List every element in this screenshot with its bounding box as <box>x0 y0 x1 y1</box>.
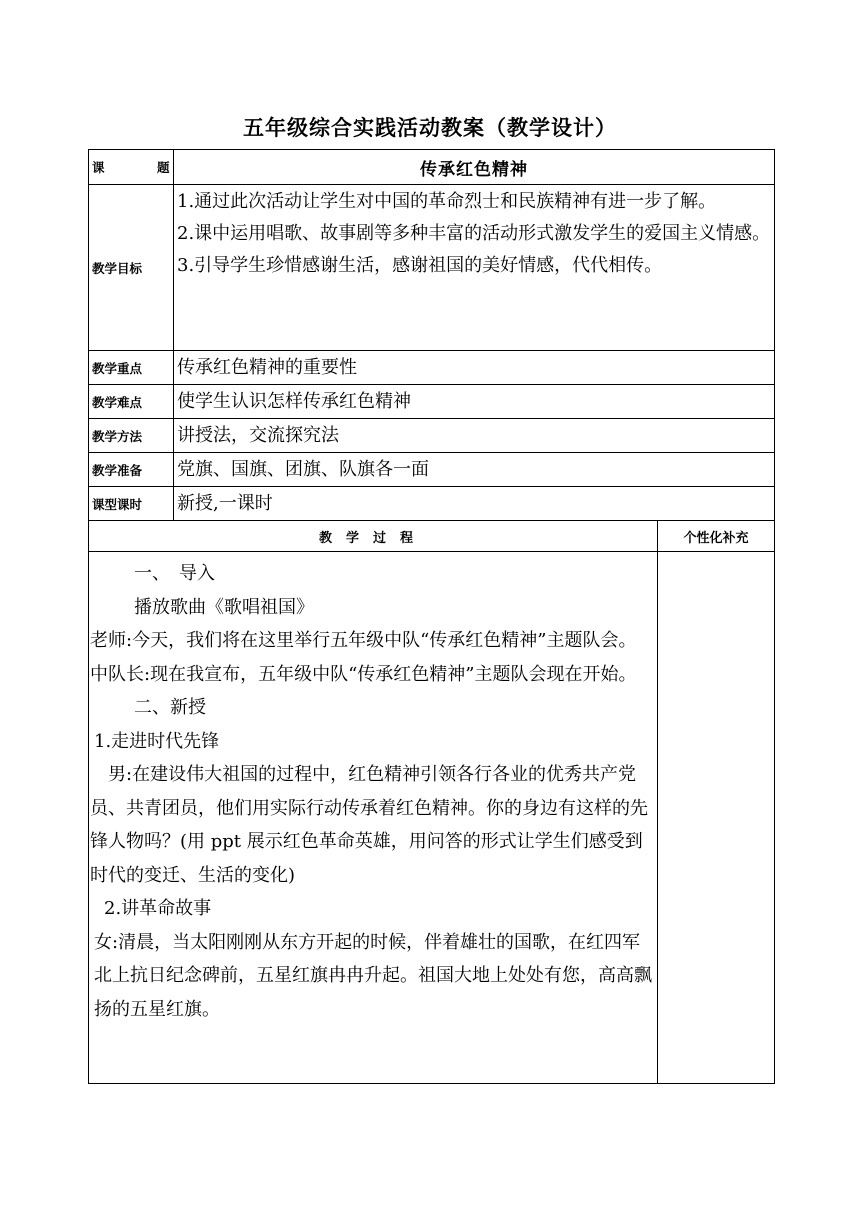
process-line: 男:在建设伟大祖国的过程中，红色精神引领各行各业的优秀共产党员、共青团员，他们用实际行动传承着红色精神。你的身边有这样的先锋人物吗？(用 ppt 展示红色革命英雄，用问答的形式让学生们感受到时代的变迁、生活的变化) <box>90 764 648 886</box>
methods-label: 教学方法 <box>89 419 174 453</box>
goals-row <box>89 185 775 351</box>
document-title: 五年级综合实践活动教案（教学设计） <box>243 116 617 140</box>
process-line: 播放歌曲《歌唱祖国》 <box>134 596 314 618</box>
key-points-row <box>89 351 775 385</box>
topic-value: 传承红色精神 <box>174 150 775 185</box>
process-line: 1.走进时代先锋 <box>94 730 220 752</box>
supplement-cell <box>658 552 775 1084</box>
process-header-row <box>89 521 775 552</box>
difficulties-value: 使学生认识怎样传承红色精神 <box>174 385 775 419</box>
goals-list <box>174 185 775 351</box>
methods-row <box>89 419 775 453</box>
preparation-row <box>89 453 775 487</box>
methods-value: 讲授法，交流探究法 <box>174 419 775 453</box>
process-line: 女:清晨，当太阳刚刚从东方开起的时候，伴着雄壮的国歌，在红四军北上抗日纪念碑前，五星红旗冉冉升起。祖国大地上处处有您，高高飘扬的五星红旗。 <box>94 931 652 1020</box>
lesson-type-label: 课型课时 <box>89 487 174 521</box>
lesson-type-row <box>89 487 775 521</box>
topic-row <box>89 150 775 185</box>
process-line: 老师:今天，我们将在这里举行五年级中队“传承红色精神”主题队会。 <box>90 630 637 651</box>
key-points-value: 传承红色精神的重要性 <box>174 351 775 385</box>
process-line: 二、新授 <box>134 697 206 718</box>
process-line: 一、 导入 <box>134 563 215 584</box>
process-row <box>89 552 775 1084</box>
goal-item: 3.引导学生珍惜感谢生活，感谢祖国的美好情感，代代相传。 <box>177 255 663 276</box>
lesson-type-value: 新授,一课时 <box>174 487 775 521</box>
key-points-label: 教学重点 <box>89 351 174 385</box>
goals-label: 教学目标 <box>89 185 174 351</box>
process-header: 教学过程 <box>89 521 658 552</box>
difficulties-row <box>89 385 775 419</box>
process-line: 2.讲革命故事 <box>104 898 212 919</box>
process-content <box>89 552 658 1084</box>
process-line: 中队长:现在我宣布，五年级中队“传承红色精神”主题队会现在开始。 <box>90 663 637 685</box>
lesson-plan-table <box>88 149 775 1084</box>
goal-item: 1.通过此次活动让学生对中国的革命烈士和民族精神有进一步了解。 <box>177 191 717 212</box>
supplement-header: 个性化补充 <box>658 521 775 552</box>
preparation-label: 教学准备 <box>89 453 174 487</box>
difficulties-label: 教学难点 <box>89 385 174 419</box>
topic-label: 课 题 <box>89 150 174 185</box>
goal-item: 2.课中运用唱歌、故事剧等多种丰富的活动形式激发学生的爱国主义情感。 <box>177 223 771 244</box>
preparation-value: 党旗、国旗、团旗、队旗各一面 <box>174 453 775 487</box>
